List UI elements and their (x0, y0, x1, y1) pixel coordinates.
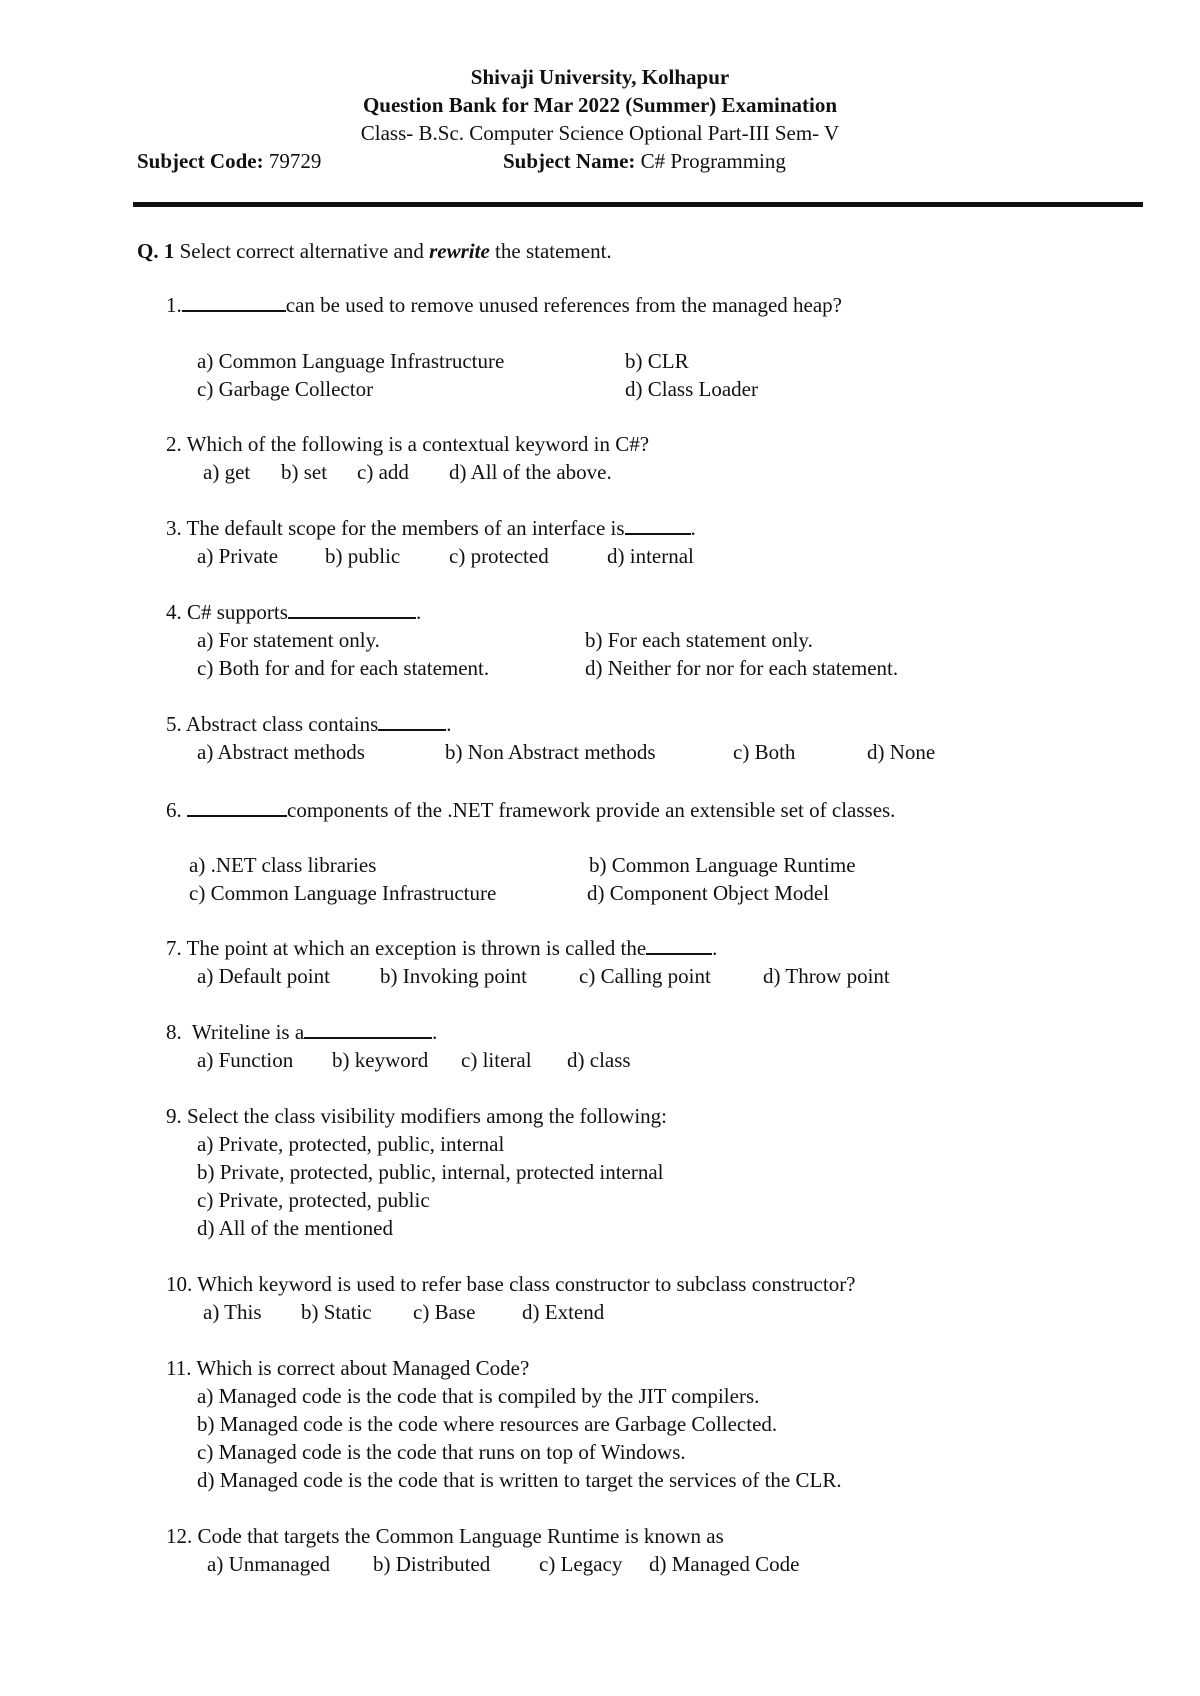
question-11: 11. Which is correct about Managed Code? (166, 1356, 530, 1380)
answer-blank (187, 797, 287, 817)
option: a) Unmanaged (207, 1552, 331, 1576)
question-9: 9. Select the class visibility modifiers among the following: (166, 1104, 668, 1128)
option: a) For statement only. (197, 628, 380, 652)
option: c) literal (461, 1048, 532, 1072)
option: b) Invoking point (380, 964, 527, 988)
option: c) add (357, 460, 409, 484)
option: b) For each statement only. (585, 628, 813, 652)
university-title: Shivaji University, Kolhapur (470, 65, 730, 89)
instruction-text-end: the statement. (495, 239, 612, 263)
answer-blank (288, 599, 416, 619)
instruction-text: Select correct alternative and (179, 239, 424, 263)
answer-blank (304, 1019, 432, 1039)
option: b) Common Language Runtime (589, 853, 856, 877)
subject-name-label: Subject Name: (503, 149, 636, 173)
question-1: 1. can be used to remove unused references from the managed heap? (166, 293, 842, 317)
option: d) None (867, 740, 936, 764)
option: c) Both (733, 740, 796, 764)
section-label: Q. 1 (137, 239, 175, 263)
option: c) Calling point (579, 964, 711, 988)
option: a) Abstract methods (197, 740, 365, 764)
option: d) internal (607, 544, 694, 568)
answer-blank (378, 711, 446, 731)
exam-title: Question Bank for Mar 2022 (Summer) Examination (362, 93, 838, 117)
subject-code-value: 79729 (268, 149, 322, 173)
question-10: 10. Which keyword is used to refer base class constructor to subclass constructor? (166, 1272, 856, 1296)
option: a) Default point (197, 964, 330, 988)
question-5: 5. Abstract class contains . (166, 712, 452, 736)
question-2: 2. Which of the following is a contextual keyword in C#? (166, 432, 650, 456)
option: a) Common Language Infrastructure (197, 349, 505, 373)
section-instruction (137, 238, 612, 264)
option: a) .NET class libraries (189, 853, 377, 877)
option: a) Private (197, 544, 279, 568)
question-6: 6. components of the .NET framework provide an extensible set of classes. (166, 798, 896, 822)
subject-code (137, 148, 321, 174)
option: c) Both for and for each statement. (197, 656, 490, 680)
subject-code-label: Subject Code: (137, 149, 264, 173)
option: b) Distributed (373, 1552, 491, 1576)
question-4: 4. C# supports . (166, 600, 422, 624)
option: d) Neither for nor for each statement. (585, 656, 899, 680)
option: a) get (203, 460, 251, 484)
option: a) This (203, 1300, 262, 1324)
question-8: 8. Writeline is a . (166, 1020, 438, 1044)
option: c) Garbage Collector (197, 377, 374, 401)
option: b) set (281, 460, 328, 484)
option: a) Managed code is the code that is compiled by the JIT compilers. (197, 1384, 760, 1408)
answer-blank (625, 515, 691, 535)
option: d) Component Object Model (587, 881, 830, 905)
option: b) Private, protected, public, internal, protected internal (197, 1160, 664, 1184)
option: b) Non Abstract methods (445, 740, 656, 764)
option: b) public (325, 544, 401, 568)
option: d) Throw point (763, 964, 890, 988)
option: a) Function (197, 1048, 294, 1072)
option: d) class (567, 1048, 631, 1072)
option: d) Extend (522, 1300, 605, 1324)
subject-name-value: C# Programming (640, 149, 786, 173)
option: d) All of the mentioned (197, 1216, 393, 1240)
subject-name (503, 148, 786, 174)
option: d) All of the above. (449, 460, 612, 484)
answer-blank (182, 292, 286, 312)
option: a) Private, protected, public, internal (197, 1132, 505, 1156)
option: b) keyword (332, 1048, 429, 1072)
option: d) Class Loader (625, 377, 758, 401)
option: c) Private, protected, public (197, 1188, 430, 1212)
class-line: Class- B.Sc. Computer Science Optional Part-III Sem- V (360, 121, 840, 145)
question-12: 12. Code that targets the Common Language Runtime is known as (166, 1524, 724, 1548)
answer-blank (646, 935, 712, 955)
option: d) Managed code is the code that is written to target the services of the CLR. (197, 1468, 842, 1492)
option: c) Common Language Infrastructure (189, 881, 497, 905)
question-7: 7. The point at which an exception is thrown is called the . (166, 936, 718, 960)
option: b) Static (301, 1300, 372, 1324)
option: c) protected (449, 544, 549, 568)
option: b) CLR (625, 349, 689, 373)
option: b) Managed code is the code where resources are Garbage Collected. (197, 1412, 778, 1436)
instruction-emphasis: rewrite (429, 239, 490, 263)
option: c) Legacy (539, 1552, 623, 1576)
header-divider (133, 202, 1143, 207)
option: d) Managed Code (649, 1552, 800, 1576)
question-3: 3. The default scope for the members of an interface is . (166, 516, 696, 540)
option: c) Base (413, 1300, 476, 1324)
option: c) Managed code is the code that runs on top of Windows. (197, 1440, 686, 1464)
